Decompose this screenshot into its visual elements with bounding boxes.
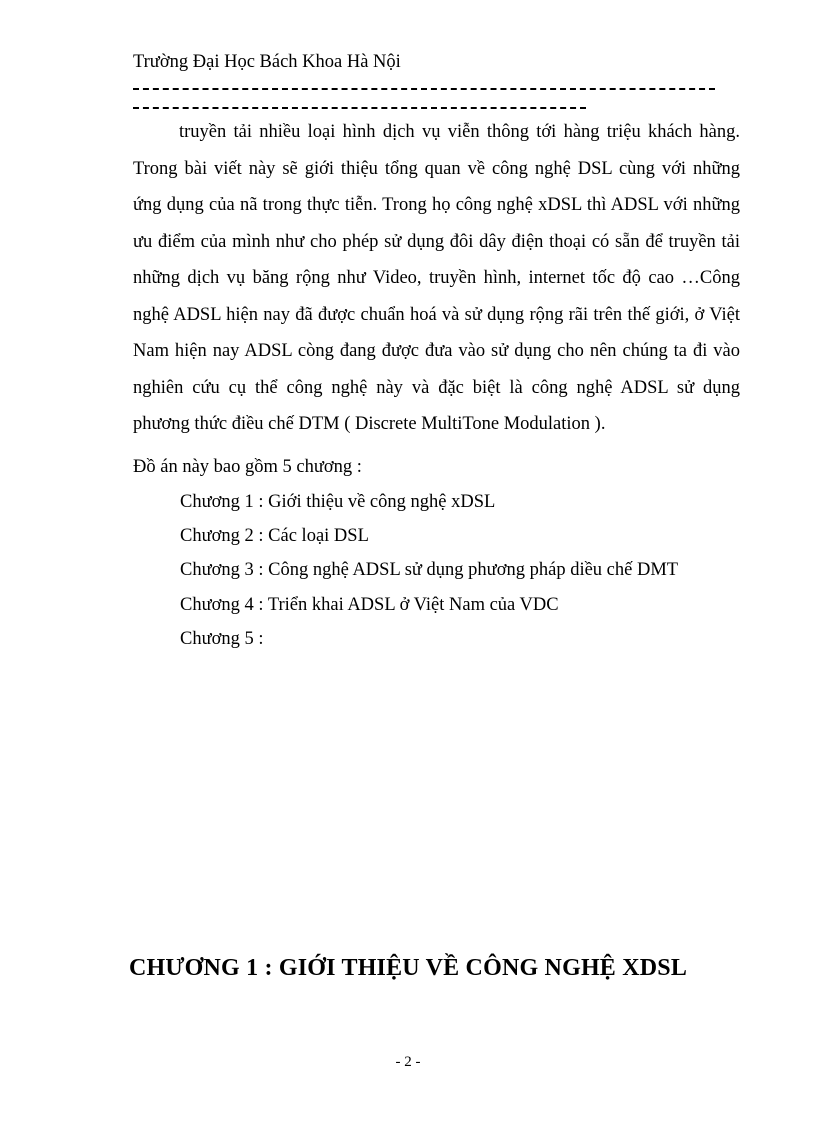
paragraph-line: phương thức điều chế DTM ( Discrete MultiTone Modulation ). — [133, 414, 606, 434]
header-divider-line — [133, 88, 715, 90]
running-header: Trường Đại Học Bách Khoa Hà Nội — [133, 52, 401, 72]
paragraph-line: truyền tải nhiều loại hình dịch vụ viễn thông tới hàng triệu khách hàng. — [179, 122, 740, 142]
chapter-item: Chương 5 : — [180, 628, 264, 649]
paragraph-line: Nam hiện nay ADSL còng đang được đưa vào sử dụng cho nên chúng ta đi vào — [133, 341, 740, 361]
chapter-list — [180, 490, 678, 661]
paragraph-line: những dịch vụ băng rộng như Video, truyền hình, internet tốc độ cao …Công — [133, 268, 740, 288]
chapter-heading: CHƯƠNG 1 : GIỚI THIỆU VỀ CÔNG NGHỆ XDSL — [128, 955, 688, 981]
paragraph-line: ưu điểm của mình như cho phép sử dụng đôi dây điện thoại có sẵn để truyền tải — [133, 231, 740, 252]
paragraph-line: nghiên cứu cụ thể công nghệ này và đặc biệt là công nghệ ADSL sử dụng — [133, 377, 740, 398]
chapter-item: Chương 2 : Các loại DSL — [180, 526, 369, 547]
chapter-item: Chương 3 : Công nghệ ADSL sử dụng phương pháp diều chế DMT — [180, 560, 679, 581]
chapter-list-intro: Đồ án này bao gồm 5 chương : — [133, 457, 362, 477]
body-paragraph — [133, 114, 740, 443]
paragraph-line: ứng dụng của nã trong thực tiễn. Trong họ công nghệ xDSL thì ADSL với những — [133, 195, 740, 215]
paragraph-line: Trong bài viết này sẽ giới thiệu tổng quan về công nghệ DSL cùng với những — [133, 158, 740, 179]
header-divider-line — [133, 107, 586, 109]
page-number: - 2 - — [395, 1054, 421, 1070]
chapter-item: Chương 4 : Triển khai ADSL ở Việt Nam của VDC — [180, 594, 559, 615]
paragraph-line: nghệ ADSL hiện nay đã được chuẩn hoá và sử dụng rộng rãi trên thế giới, ở Việt — [133, 304, 740, 325]
chapter-item: Chương 1 : Giới thiệu về công nghệ xDSL — [180, 492, 496, 512]
